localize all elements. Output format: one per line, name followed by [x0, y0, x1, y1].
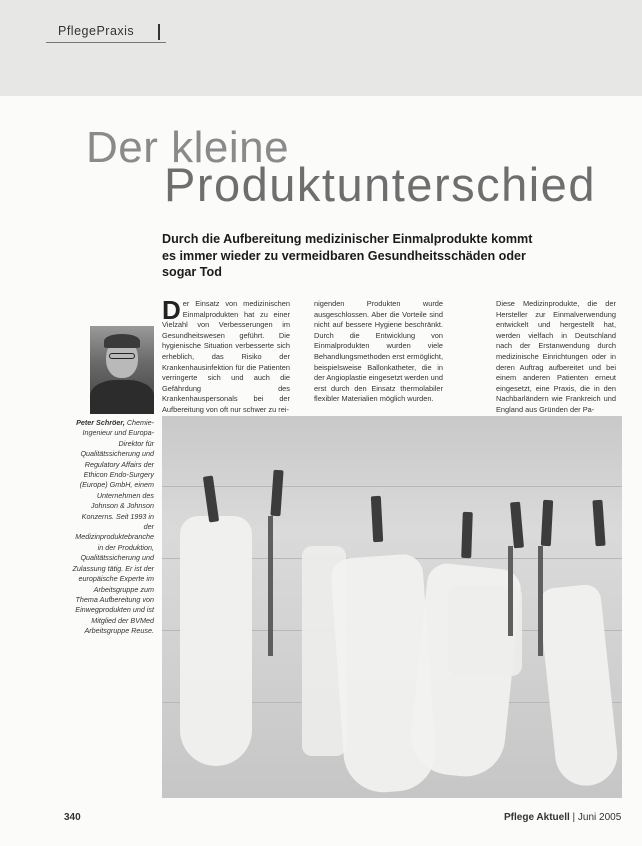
- photo-syringe: [268, 516, 273, 656]
- section-tag: PflegePraxis: [58, 24, 135, 38]
- publication-name: Pflege Aktuell: [504, 812, 570, 823]
- portrait-hair: [104, 334, 140, 348]
- publication-footer: Pflege Aktuell | Juni 2005: [504, 812, 622, 823]
- body-column-3: Diese Medizinprodukte, die der Hersteller zur Einmalverwendung entwickelt und hergestellt hat, werden vielfach in Deutschland nach der Erstanwendung durch medizinische Einrichtungen oder in deren Auftrag aufbereitet und bei einem anderen Patienten erneut eingesetzt, eine Praxis, die in den Nachbarländern wie Frankreich und England aus Gründen der Pa-: [496, 299, 616, 414]
- photo-glove: [538, 583, 621, 788]
- author-caption: [72, 418, 154, 637]
- drop-cap: D: [162, 295, 181, 325]
- photo-syringe: [508, 546, 513, 636]
- clothespin: [270, 470, 283, 517]
- portrait-shoulders: [90, 380, 154, 414]
- clothespin: [510, 502, 524, 549]
- body-column-1-text: er Einsatz von medizinischen Einmalprodukten hat zu einer Vielzahl von Verbesserungen im Gesundheitswesen geführt. Die hygienische Situation verbesserte sich erheblich, das Risiko der Krankenhausinfektion für die Patienten verringerte sich und auch die Gefährdung des Krankenhauspersonals bei der Aufbereitung von oft nur schwer zu rei-: [162, 299, 290, 414]
- title-line-1: Der kleine: [86, 123, 290, 172]
- photo-glove: [180, 516, 252, 766]
- section-divider: [158, 24, 160, 40]
- photo-wall-line: [162, 486, 622, 487]
- photo-syringe: [538, 546, 543, 656]
- body-column-2: nigenden Produkten wurde ausgeschlossen. Aber die Vorteile sind nicht auf bessere Hygiene beschränkt. Durch die Entwicklung von Einmalprodukten wurden viele Behandlungsmethoden erst ermöglicht, beispielsweise Ballonkatheter, die in der Angioplastie eingesetzt werden und erst durch den Einsatz thermolabiler flexibler Materialien möglich wurden.: [314, 299, 444, 404]
- page-number: 340: [64, 812, 81, 823]
- body-column-1: [162, 295, 290, 416]
- clothespin: [592, 500, 605, 547]
- portrait-glasses: [109, 353, 135, 359]
- clothespin: [371, 496, 383, 542]
- author-name: Peter Schröer,: [76, 418, 125, 427]
- issue-date: Juni 2005: [577, 812, 622, 823]
- clothespin: [541, 500, 553, 546]
- article-photo: [162, 416, 622, 798]
- author-bio: Chemie-Ingenieur und Europa-Direktor für Qualitätssicherung und Regulatory Affairs der Ethicon Endo-Surgery (Europe) GmbH, einem Unternehmen des Johnson & Johnson Konzerns. Seit 1993 in der Medizinproduktebranche in der Produktion, Qualitätssicherung und Zulassung tätig. Er ist der europäische Experte im Arbeitsgruppe zum Thema Aufbereitung von Einwegprodukten und ist Mitglied der BVMed Arbeitsgruppe Reuse.: [72, 418, 154, 636]
- header-band: [0, 0, 642, 96]
- title-line-2: Produktunterschied: [164, 158, 596, 211]
- clothespin: [461, 512, 473, 558]
- section-rule: [46, 42, 166, 43]
- author-portrait: [90, 326, 154, 414]
- lead-paragraph: Durch die Aufbereitung medizinischer Einmalprodukte kommt es immer wieder zu vermeidbaren Gesundheitsschäden oder sogar Tod: [162, 232, 533, 279]
